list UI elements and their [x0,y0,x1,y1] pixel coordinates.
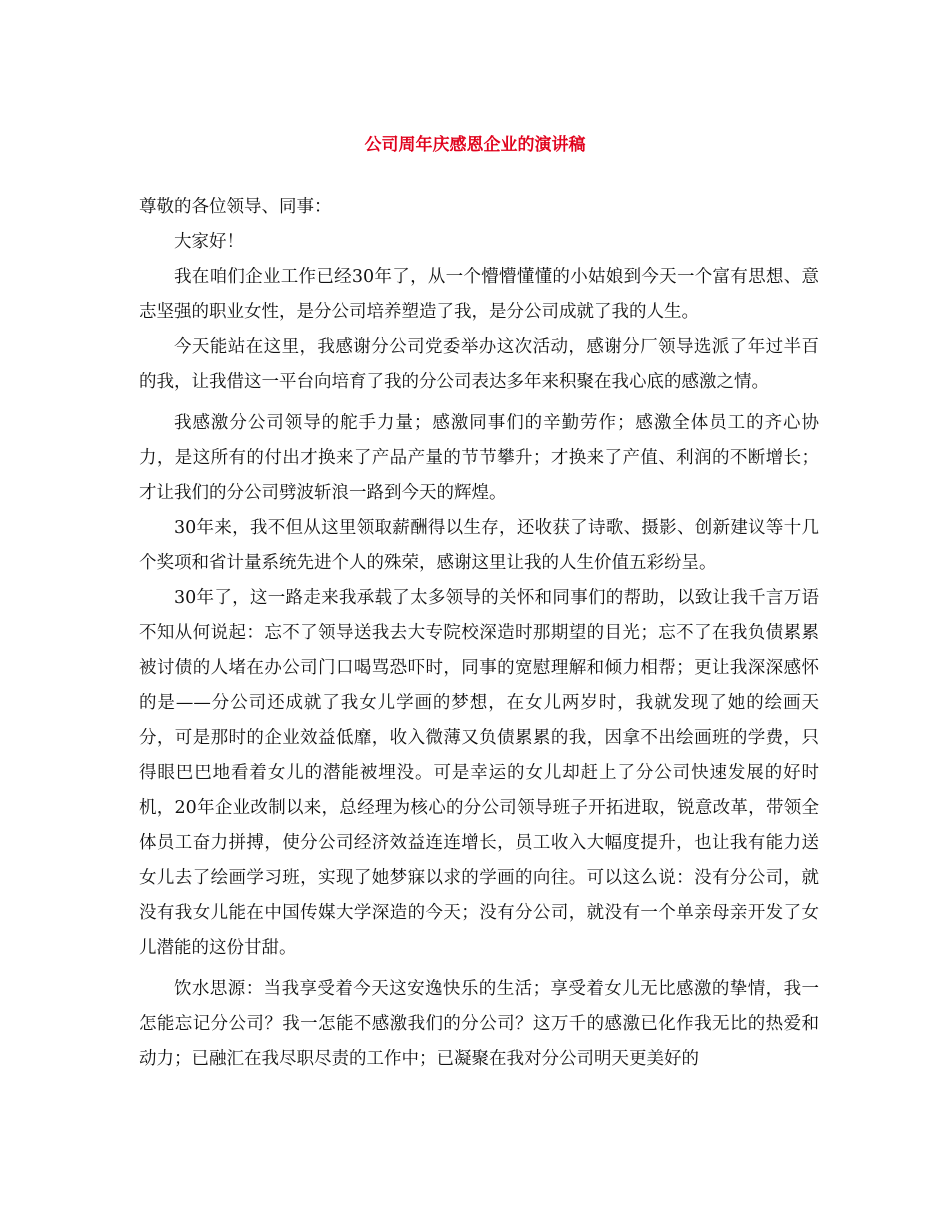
document-title: 公司周年庆感恩企业的演讲稿 [364,135,586,156]
document-body [139,190,819,1077]
paragraph-career: 我在咱们企业工作已经30年了，从一个懵懵懂懂的小姑娘到今天一个富有思想、意志坚强的职业女性，是分公司培养塑造了我，是分公司成就了我的人生。 [139,267,819,322]
salutation: 尊敬的各位领导、同事： [139,197,332,217]
paragraph-thanks: 今天能站在这里，我感谢分公司党委举办这次活动，感谢分厂领导选派了年过半百的我，让我借这一平台向培育了我的分公司表达多年来积聚在我心底的感激之情。 [139,337,819,392]
paragraph-thirty-years: 30年了，这一路走来我承载了太多领导的关怀和同事们的帮助，以致让我千言万语不知从何说起：忘不了领导送我去大专院校深造时那期望的目光；忘不了在我负债累累被讨债的人堵在办公司门口喝骂恐吓时，同事的宽慰理解和倾力相帮；更让我深深感怀的是——分公司还成就了我女儿学画的梦想，在女儿两岁时，我就发现了她的绘画天分，可是那时的企业效益低靡，收入微薄又负债累累的我，因拿不出绘画班的学费，只得眼巴巴地看着女儿的潜能被埋没。可是幸运的女儿却赶上了分公司快速发展的好时机，20年企业改制以来，总经理为核心的分公司领导班子开拓进取，锐意改革，带领全体员工奋力拼搏，使分公司经济效益连连增长，员工收入大幅度提升，也让我有能力送女儿去了绘画学习班，实现了她梦寐以求的学画的向往。可以这么说：没有分公司，就没有我女儿能在中国传媒大学深造的今天；没有分公司，就没有一个单亲母亲开发了女儿潜能的这份甘甜。 [139,588,819,958]
paragraph-source: 饮水思源：当我享受着今天这安逸快乐的生活；享受着女儿无比感激的挚情，我一怎能忘记分公司？我一怎能不感激我们的分公司？这万千的感激已化作我无比的热爱和动力；已融汇在我尽职尽责的工作中；已凝聚在我对分公司明天更美好的 [139,979,819,1069]
paragraph-gratitude: 我感激分公司领导的舵手力量；感激同事们的辛勤劳作；感激全体员工的齐心协力，是这所有的付出才换来了产品产量的节节攀升；才换来了产值、利润的不断增长；才让我们的分公司劈波斩浪一路到今天的辉煌。 [139,413,819,503]
paragraph-greeting: 大家好！ [174,232,244,252]
paragraph-awards: 30年来，我不但从这里领取薪酬得以生存，还收获了诗歌、摄影、创新建议等十几个奖项和省计量系统先进个人的殊荣，感谢这里让我的人生价值五彩纷呈。 [139,518,819,573]
